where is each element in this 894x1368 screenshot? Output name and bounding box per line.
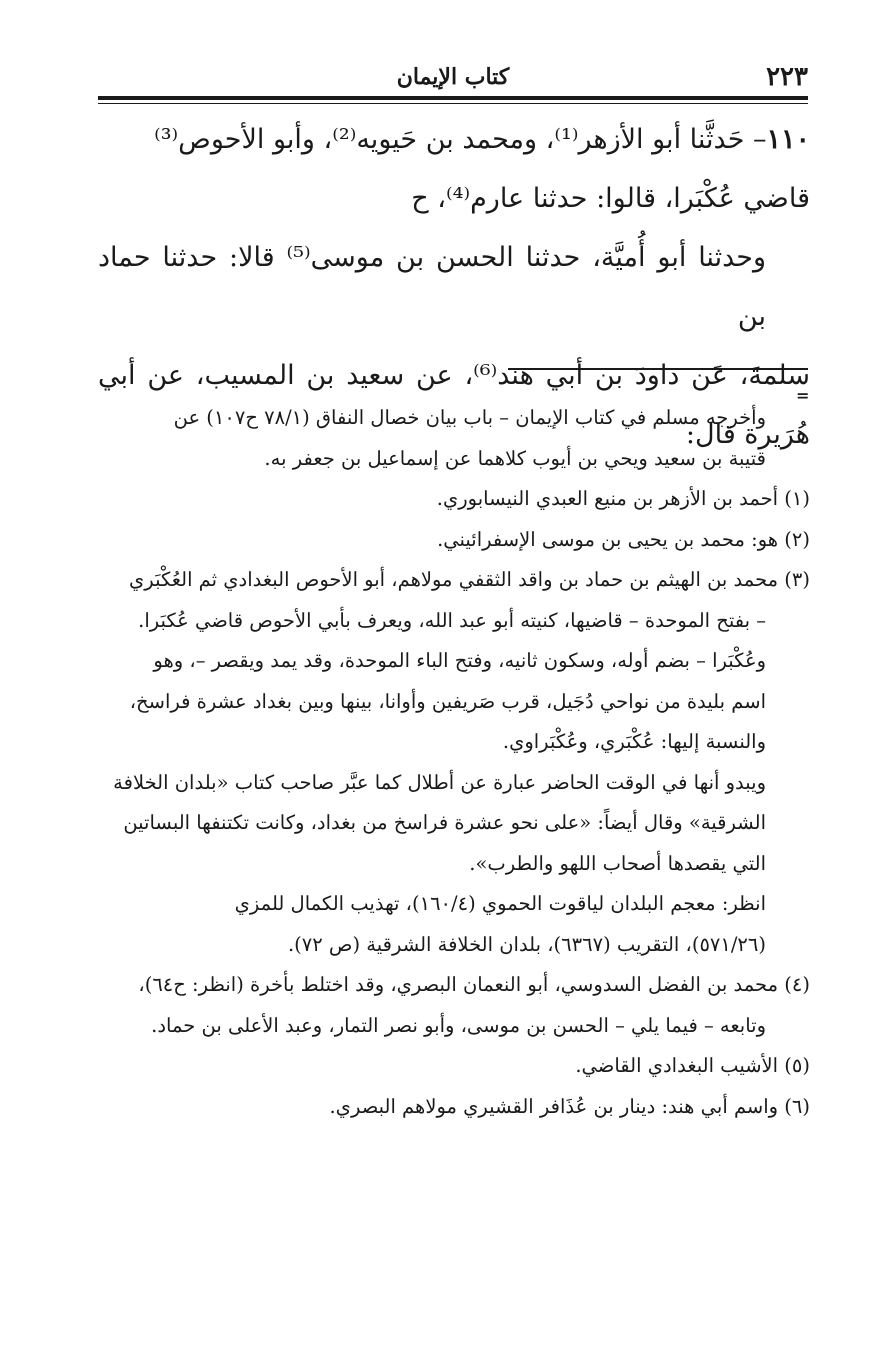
footnote-3-line: (٣) محمد بن الهيثم بن حماد بن واقد الثقفي مولاهم، أبو الأحوص البغدادي ثم العُكْبَري bbox=[129, 568, 810, 591]
continuation-mark: = bbox=[796, 386, 810, 405]
footnote-carry-line: قتيبة بن سعيد ويحي بن أيوب كلاهما عن إسماعيل بن جعفر به. bbox=[264, 446, 766, 470]
running-title: كتاب الإيمان bbox=[396, 64, 510, 90]
hadith-line-1 bbox=[98, 110, 810, 169]
page-number: ٢٢٣ bbox=[766, 62, 808, 92]
footnote-2: (٢) هو: محمد بن يحيى بن موسى الإسفرائيني. bbox=[437, 527, 810, 551]
footnote-3-line: الشرقية» وقال أيضاً: «على نحو عشرة فراسخ من بغداد، وكانت تكتنفها البساتين bbox=[123, 811, 766, 834]
footnote-3-line: – بفتح الموحدة – قاضيها، كنيته أبو عبد الله، ويعرف بأبي الأحوص قاضي عُكبَرا. bbox=[138, 608, 766, 632]
footnote-5: (٥) الأشيب البغدادي القاضي. bbox=[575, 1054, 810, 1077]
header-rule-thin bbox=[98, 103, 808, 104]
footnote-3-line: وعُكْبَرا – بضم أوله، وسكون ثانيه، وفتح الباء الموحدة، وقد يمد ويقصر –، وهو bbox=[153, 649, 766, 672]
hadith-line-3: وحدثنا أبو أُميَّة، حدثنا الحسن بن موسى⁽⁵⁾ قالا: حدثنا حماد بن bbox=[98, 242, 766, 332]
footnote-3-line: انظر: معجم البلدان لياقوت الحموي (١٦٠/٤)، تهذيب الكمال للمزي bbox=[234, 892, 766, 915]
footnote-carry-line: وأخرجه مسلم في كتاب الإيمان – باب بيان خصال النفاق (٧٨/١ ح١٠٧) عن bbox=[173, 406, 766, 429]
footnote-3-line: (٥٧١/٢٦)، التقريب (٦٣٦٧)، بلدان الخلافة الشرقية (ص ٧٢). bbox=[287, 932, 766, 956]
footnote-4-line: (٤) محمد بن الفضل السدوسي، أبو النعمان البصري، وقد اختلط بأخرة (انظر: ح٦٤)، bbox=[138, 973, 810, 996]
footnote-separator bbox=[508, 368, 808, 370]
footnote-3-line: ويبدو أنها في الوقت الحاضر عبارة عن أطلال كما عبَّر صاحب كتاب «بلدان الخلافة bbox=[113, 770, 766, 794]
footnote-3-line: اسم بليدة من نواحي دُجَيل، قرب صَريفين وأوانا، بينها وبين بغداد عشرة فراسخ، bbox=[129, 689, 766, 713]
footnote-1: (١) أحمد بن الأزهر بن منيع العبدي النيسابوري. bbox=[436, 487, 810, 510]
footnote-4-line: وتابعه – فيما يلي – الحسن بن موسى، وأبو نصر التمار، وعبد الأعلى بن حماد. bbox=[151, 1013, 766, 1037]
hadith-line-1-text: – حَدثَّنا أبو الأزهر⁽¹⁾، ومحمد بن حَيويه⁽²⁾، وأبو الأحوص⁽³⁾ bbox=[154, 124, 767, 155]
hadith-line-2: قاضي عُكْبَرا، قالوا: حدثنا عارم⁽⁴⁾، ح bbox=[411, 183, 810, 214]
page-header bbox=[98, 60, 808, 94]
hadith-line-4: سلمةَ، عَن داودَ بن أبي هند⁽⁶⁾، عن سعيد بن المسيب، عن أبي هُرَيرة قال: bbox=[98, 360, 810, 450]
header-rule bbox=[98, 96, 808, 100]
footnotes bbox=[98, 398, 810, 1127]
footnote-6: (٦) واسم أبي هند: دينار بن عُذَافر القشيري مولاهم البصري. bbox=[329, 1094, 810, 1118]
footnote-3-line: التي يقصدها أصحاب اللهو والطرب». bbox=[469, 851, 766, 875]
hadith-number: ١١٠ bbox=[766, 124, 810, 155]
footnote-3-line: والنسبة إليها: عُكْبَري، وعُكْبَراوي. bbox=[502, 730, 766, 753]
